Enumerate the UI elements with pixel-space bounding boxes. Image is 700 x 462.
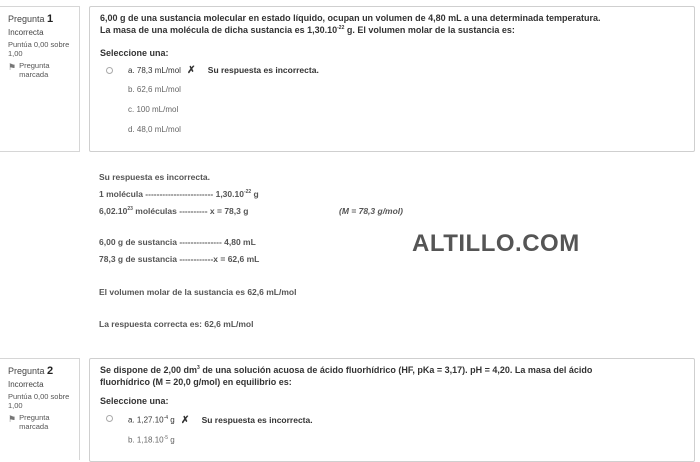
answer-label (128, 428, 175, 451)
question-2-flag[interactable] (8, 414, 79, 431)
feedback-line-2-molar-mass: (M = 78,3 g/mol) (339, 206, 403, 216)
question-1-text-exponent: -22 (337, 24, 345, 31)
question-2-text-line1 (100, 365, 684, 377)
answer-unit: g (168, 416, 175, 426)
flag-icon: ⚑ (8, 62, 17, 73)
answer-feedback: Su respuesta es incorrecta. (207, 65, 319, 76)
question-2-number (8, 365, 79, 377)
radio-button[interactable] (106, 415, 113, 422)
question-1-text-line2 (100, 25, 684, 37)
feedback-line-2b: moléculas ---------- x = 78,3 g (132, 206, 249, 216)
question-1-text-line2b: g. El volumen molar de la sustancia es: (344, 24, 515, 35)
question-1-prompt: Seleccione una: (100, 48, 169, 59)
question-2-number-label: Pregunta (8, 366, 45, 376)
question-1-answer-b[interactable] (90, 80, 694, 100)
feedback-line-4: 78,3 g de sustancia ------------x = 62,6 mL (99, 254, 260, 264)
question-1-text-line2a: La masa de una molécula de dicha sustancia es 1,30.10 (100, 24, 338, 35)
question-1-text (90, 7, 694, 36)
correct-answer-text: La respuesta correcta es: 62,6 mL/mol (99, 319, 254, 329)
feedback-line-3: 6,00 g de sustancia --------------- 4,80 mL (99, 237, 256, 247)
question-2-info (0, 358, 80, 460)
question-1-grade: Puntúa 0,00 sobre 1,00 (8, 40, 70, 58)
answer-feedback: Su respuesta es incorrecta. (201, 415, 313, 426)
question-2-number-value: 2 (47, 365, 54, 377)
question-1-state: Incorrecta (8, 28, 44, 37)
answer-unit: g (168, 436, 175, 446)
answer-label-text: a. 1,27.10 (128, 416, 164, 426)
radio-button[interactable] (106, 67, 113, 74)
answer-label: a. 78,3 mL/mol (128, 66, 181, 76)
feedback-line-2 (99, 206, 248, 216)
watermark: ALTILLO.COM (412, 230, 580, 257)
question-2-text-line2: fluorhídrico (M = 20,0 g/mol) en equilibrio es: (100, 376, 292, 387)
answer-exponent: -5 (163, 435, 169, 442)
answer-label: c. 100 mL/mol (128, 105, 179, 115)
answer-exponent: -4 (163, 415, 169, 422)
question-1-number (8, 13, 79, 25)
question-2-grade: Puntúa 0,00 sobre 1,00 (8, 392, 70, 410)
question-1-answer-a[interactable] (90, 60, 694, 80)
answer-label: d. 48,0 mL/mol (128, 125, 181, 135)
incorrect-icon: ✗ (187, 65, 196, 77)
feedback-line-5: El volumen molar de la sustancia es 62,6 mL/mol (99, 287, 297, 297)
question-1-flag-label: Pregunta marcada (19, 61, 50, 79)
question-2-text-line1b: de una solución acuosa de ácido fluorhídrico (HF, pKa = 3,17). pH = 4,20. La masa del ácido (199, 365, 593, 375)
feedback-line-1a: 1 molécula ------------------------ 1,30.10 (99, 189, 244, 199)
question-2-text (90, 359, 694, 388)
answer-label-text: b. 1,18.10 (128, 436, 164, 446)
question-1-answer-c[interactable] (90, 100, 694, 120)
question-2-text-line1a: Se dispone de 2,00 dm (100, 365, 198, 375)
question-2-text-exponent: 3 (197, 365, 200, 371)
feedback-line-2-exponent: 23 (127, 206, 133, 213)
question-1-flag[interactable] (8, 62, 79, 79)
feedback-line-1-exponent: -22 (243, 189, 252, 196)
question-1-answer-d[interactable] (90, 120, 694, 140)
feedback-line-2a: 6,02.10 (99, 206, 128, 216)
question-1-number-value: 1 (47, 13, 54, 25)
feedback-line-1 (99, 189, 259, 199)
feedback-line-1b: g (251, 189, 259, 199)
question-1-box (89, 6, 695, 152)
question-2-prompt: Seleccione una: (100, 396, 169, 407)
question-2-flag-label: Pregunta marcada (19, 413, 50, 431)
question-1-number-label: Pregunta (8, 14, 45, 24)
flag-icon: ⚑ (8, 414, 17, 425)
feedback-title: Su respuesta es incorrecta. (99, 172, 211, 182)
answer-label: b. 62,6 mL/mol (128, 85, 181, 95)
question-1-text-line1: 6,00 g de una sustancia molecular en estado líquido, ocupan un volumen de 4,80 mL a una determinada temperatura. (100, 13, 601, 23)
question-1-outcome (89, 160, 695, 340)
question-1-info (0, 6, 80, 152)
question-2-state: Incorrecta (8, 380, 44, 389)
incorrect-icon: ✗ (180, 415, 190, 427)
question-2-answer-b[interactable] (90, 428, 694, 448)
question-2-box (89, 358, 695, 462)
question-2-answer-a[interactable] (90, 408, 694, 428)
